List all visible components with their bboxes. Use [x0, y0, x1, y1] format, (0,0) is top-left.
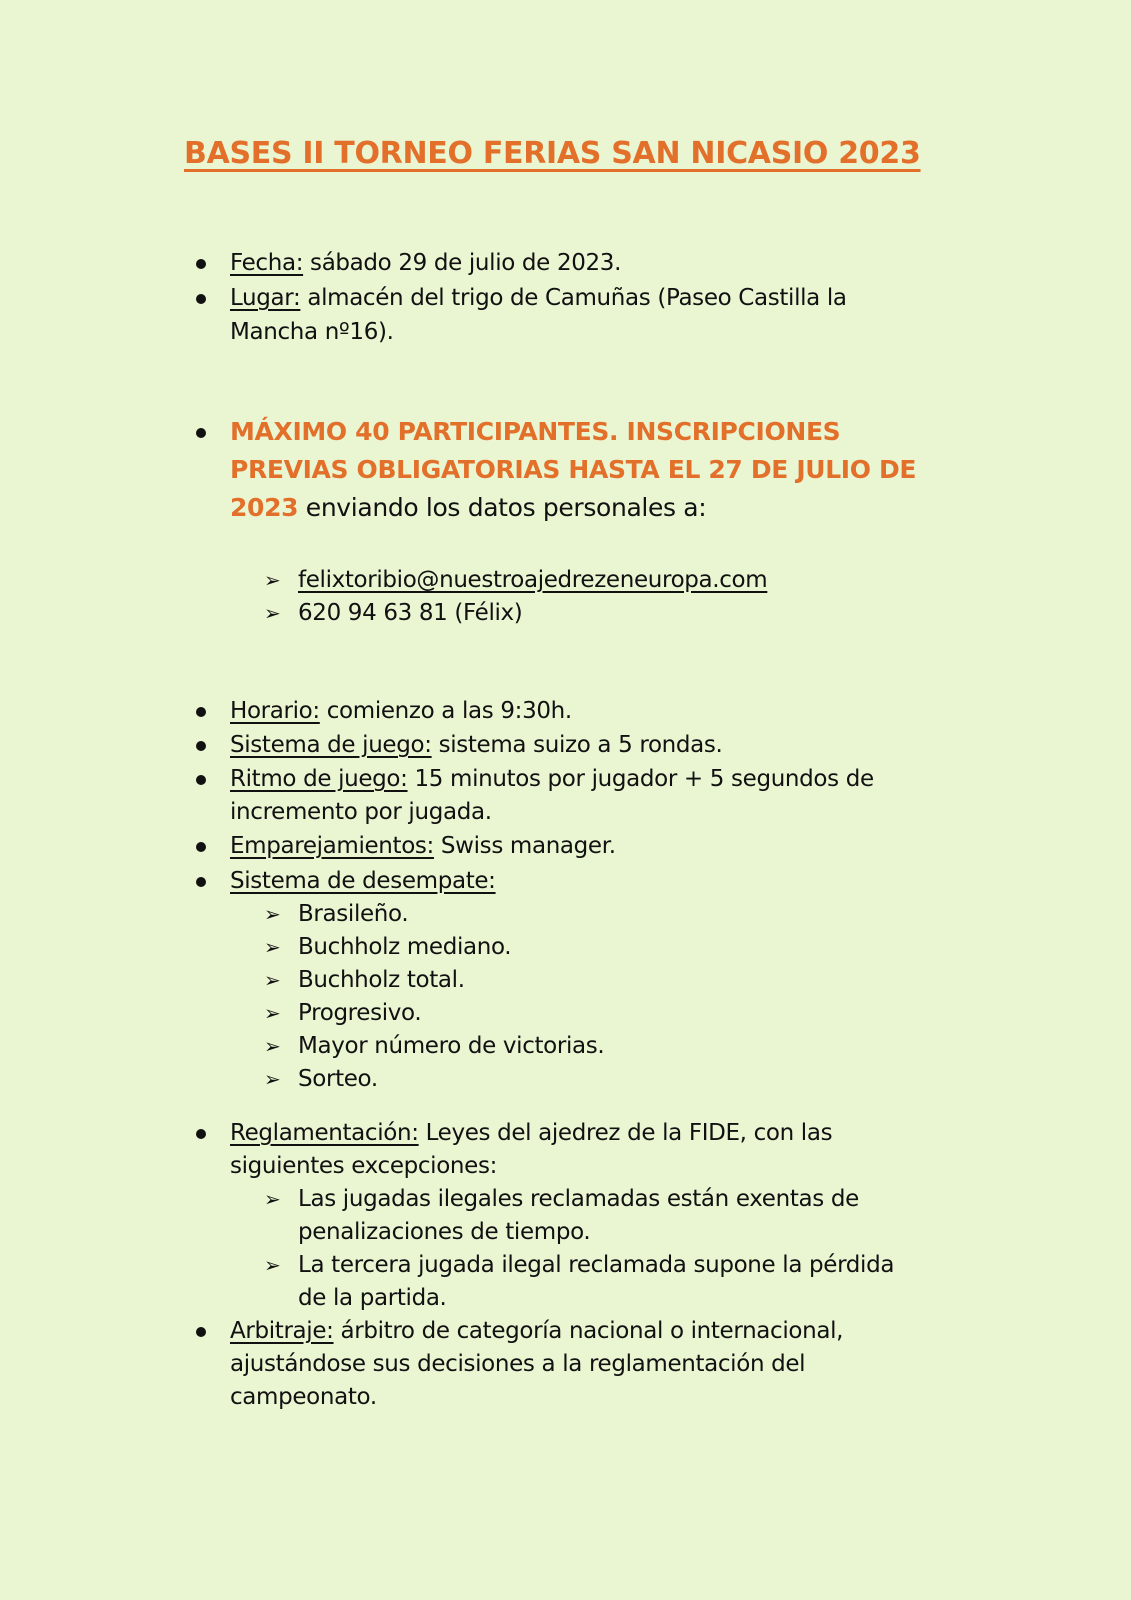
bullet-icon [196, 842, 206, 852]
arrow-icon: ➢ [264, 902, 281, 926]
lugar-item [230, 282, 847, 315]
desempate-item: Sorteo. [298, 1066, 378, 1092]
desempate-item: Brasileño. [298, 901, 409, 927]
reglamentacion-value-cont: siguientes excepciones: [230, 1153, 497, 1179]
desempate-label: Sistema de desempate: [230, 868, 496, 894]
arrow-icon: ➢ [264, 1067, 281, 1091]
horario-value: comienzo a las 9:30h. [319, 698, 572, 724]
ritmo-value-cont: incremento por jugada. [230, 799, 492, 825]
bullet-icon [196, 294, 206, 304]
arbitraje-value: árbitro de categoría nacional o internacional, [333, 1318, 844, 1344]
bullet-icon [196, 428, 206, 438]
arbitraje-item [230, 1315, 843, 1348]
arbitraje-value-cont: campeonato. [230, 1384, 377, 1410]
sistema-juego-value: sistema suizo a 5 rondas. [431, 732, 723, 758]
bullet-icon [196, 259, 206, 269]
desempate-item: Buchholz mediano. [298, 934, 512, 960]
inscripciones-line2: PREVIAS OBLIGATORIAS HASTA EL 27 DE JULIO DE [230, 455, 917, 484]
inscripciones-line1: MÁXIMO 40 PARTICIPANTES. INSCRIPCIONES [230, 417, 841, 446]
exception-item-cont: de la partida. [298, 1285, 447, 1311]
emparejamientos-value: Swiss manager. [433, 833, 616, 859]
emparejamientos-label: Emparejamientos: [230, 833, 434, 859]
inscripciones-year: 2023 [230, 493, 299, 522]
arrow-icon: ➢ [264, 1187, 281, 1211]
arbitraje-value-cont: ajustándose sus decisiones a la reglamentación del [230, 1351, 806, 1377]
horario-label: Horario: [230, 698, 320, 724]
bullet-icon [196, 775, 206, 785]
arrow-icon: ➢ [264, 1034, 281, 1058]
bullet-icon [196, 1129, 206, 1139]
sistema-juego-label: Sistema de juego: [230, 732, 432, 758]
bullet-icon [196, 741, 206, 751]
lugar-value: almacén del trigo de Camuñas (Paseo Castilla la [300, 285, 847, 311]
desempate-item: Progresivo. [298, 1000, 422, 1026]
email-link[interactable]: felixtoribio@nuestroajedrezeneuropa.com [298, 567, 768, 593]
lugar-value-cont: Mancha nº16). [230, 319, 394, 345]
bullet-icon [196, 877, 206, 887]
desempate-item: Mayor número de victorias. [298, 1033, 605, 1059]
ritmo-item [230, 763, 874, 796]
arrow-icon: ➢ [264, 1001, 281, 1025]
exception-item-cont: penalizaciones de tiempo. [298, 1219, 591, 1245]
page-title: BASES II TORNEO FERIAS SAN NICASIO 2023 [184, 136, 921, 171]
fecha-item [230, 247, 621, 280]
reglamentacion-item [230, 1117, 832, 1150]
inscripciones-rest: enviando los datos personales a: [298, 493, 707, 522]
reglamentacion-value: Leyes del ajedrez de la FIDE, con las [418, 1120, 833, 1146]
bullet-icon [196, 707, 206, 717]
arrow-icon: ➢ [264, 935, 281, 959]
phone-contact: 620 94 63 81 (Félix) [298, 600, 523, 626]
exception-item: La tercera jugada ilegal reclamada supone la pérdida [298, 1252, 895, 1278]
arrow-icon: ➢ [264, 968, 281, 992]
inscripciones-line3 [230, 489, 706, 527]
arrow-icon: ➢ [264, 568, 281, 592]
arbitraje-label: Arbitraje: [230, 1318, 334, 1344]
emparejamientos-item [230, 830, 616, 863]
ritmo-label: Ritmo de juego: [230, 766, 408, 792]
reglamentacion-label: Reglamentación: [230, 1120, 419, 1146]
desempate-item: Buchholz total. [298, 967, 465, 993]
horario-item [230, 695, 572, 728]
sistema-juego-item [230, 729, 723, 762]
fecha-label: Fecha: [230, 250, 304, 276]
fecha-value: sábado 29 de julio de 2023. [303, 250, 622, 276]
bullet-icon [196, 1327, 206, 1337]
lugar-label: Lugar: [230, 285, 301, 311]
arrow-icon: ➢ [264, 601, 281, 625]
arrow-icon: ➢ [264, 1253, 281, 1277]
ritmo-value: 15 minutos por jugador + 5 segundos de [407, 766, 874, 792]
exception-item: Las jugadas ilegales reclamadas están exentas de [298, 1186, 859, 1212]
